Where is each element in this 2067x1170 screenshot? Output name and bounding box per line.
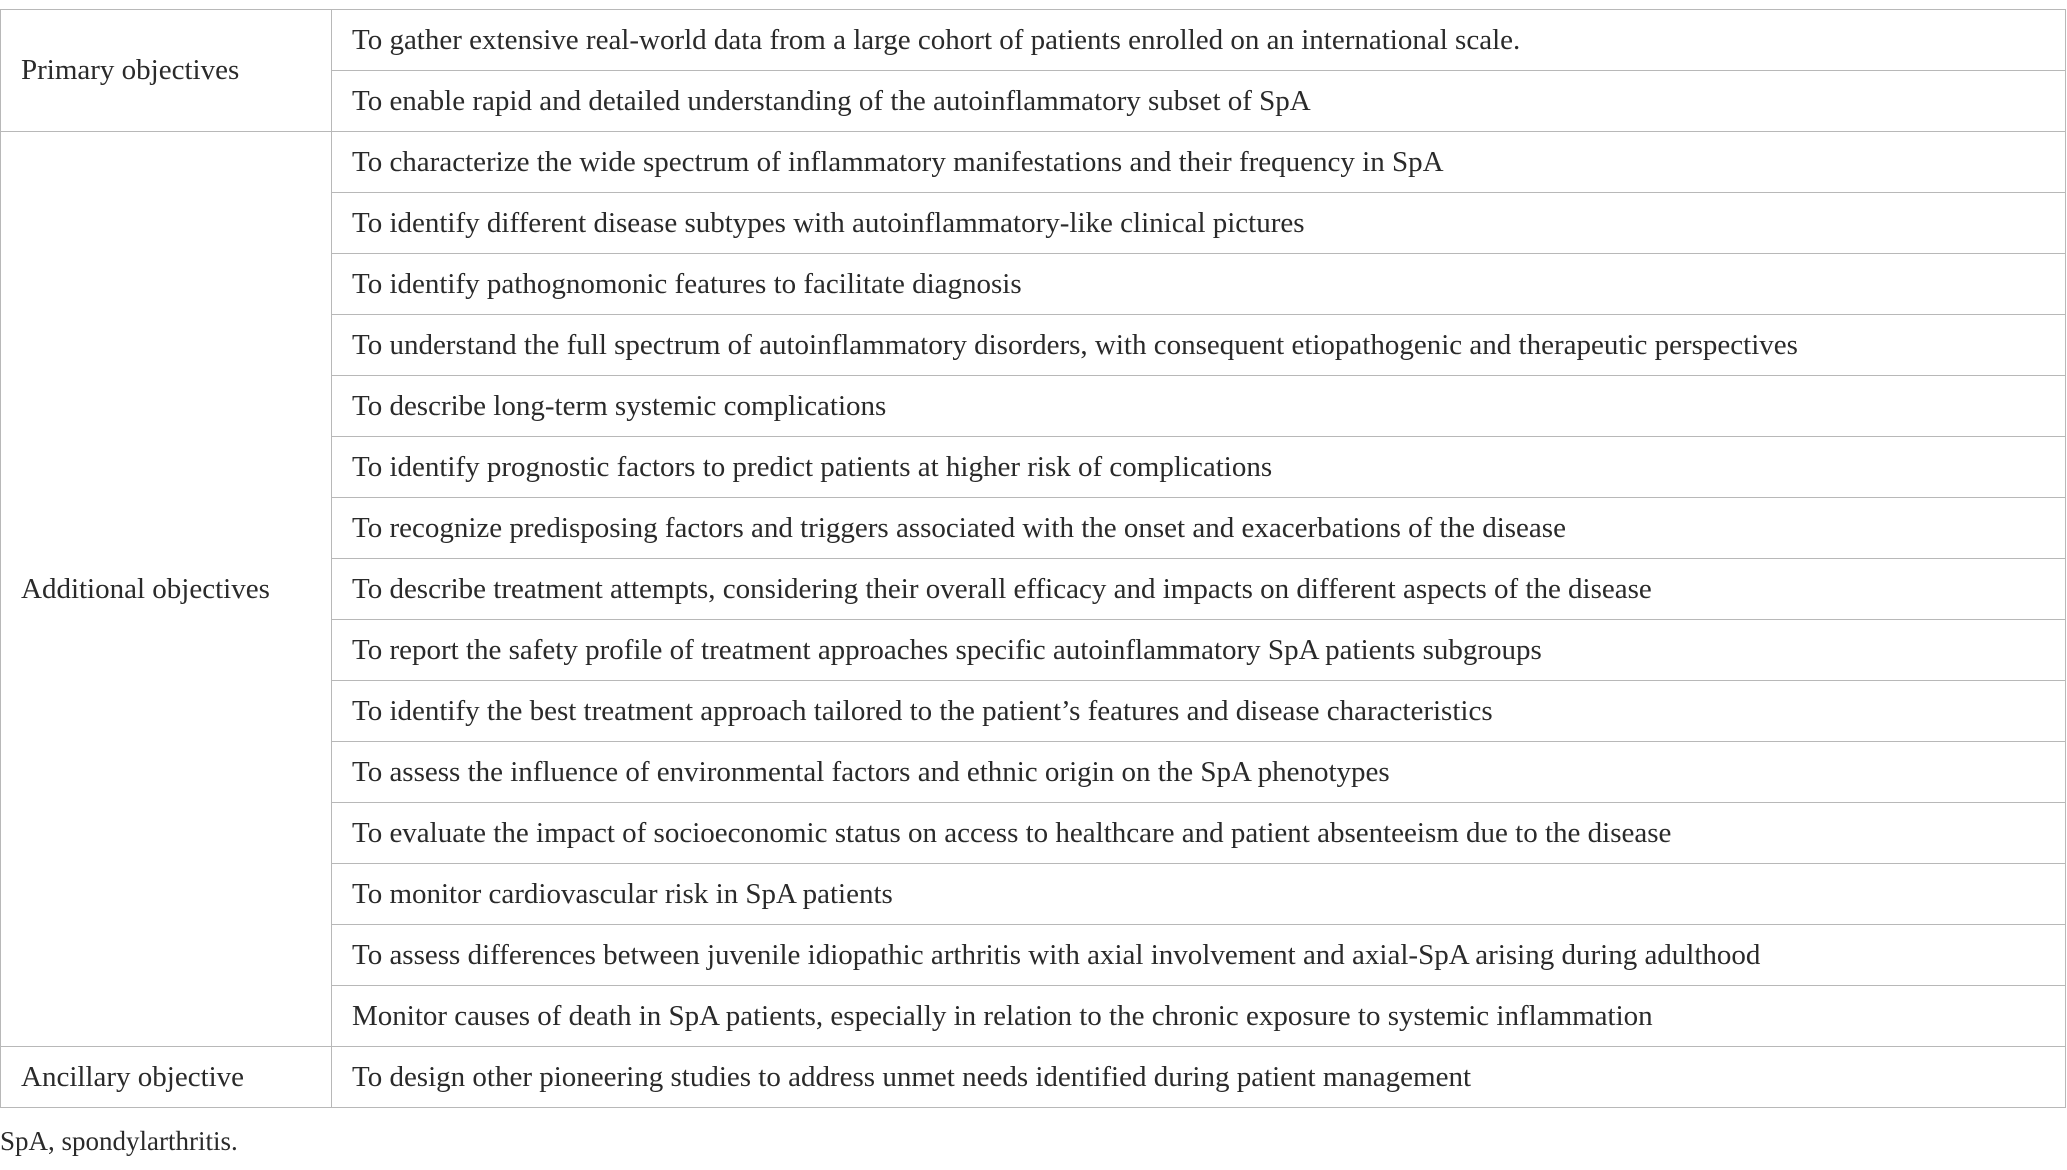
objective-cell: To understand the full spectrum of autoinflammatory disorders, with consequent etiopathogenic and therapeutic perspectives — [332, 315, 2066, 376]
objective-cell: Monitor causes of death in SpA patients, especially in relation to the chronic exposure to systemic inflammation — [332, 986, 2066, 1047]
objective-cell: To design other pioneering studies to address unmet needs identified during patient management — [332, 1047, 2066, 1108]
objective-cell: To gather extensive real-world data from a large cohort of patients enrolled on an international scale. — [332, 10, 2066, 71]
objective-cell: To characterize the wide spectrum of inflammatory manifestations and their frequency in SpA — [332, 132, 2066, 193]
category-additional: Additional objectives — [1, 132, 332, 1047]
objective-cell: To recognize predisposing factors and triggers associated with the onset and exacerbations of the disease — [332, 498, 2066, 559]
table-row — [1, 1047, 2066, 1108]
objective-cell: To assess differences between juvenile idiopathic arthritis with axial involvement and axial-SpA arising during adulthood — [332, 925, 2066, 986]
table-footnote: SpA, spondylarthritis. — [0, 1126, 238, 1156]
objective-cell: To describe treatment attempts, considering their overall efficacy and impacts on different aspects of the disease — [332, 559, 2066, 620]
objective-cell: To identify different disease subtypes with autoinflammatory-like clinical pictures — [332, 193, 2066, 254]
objectives-table — [0, 9, 2066, 1108]
objective-cell: To identify pathognomonic features to facilitate diagnosis — [332, 254, 2066, 315]
category-ancillary: Ancillary objective — [1, 1047, 332, 1108]
category-primary: Primary objectives — [1, 10, 332, 132]
objective-cell: To assess the influence of environmental factors and ethnic origin on the SpA phenotypes — [332, 742, 2066, 803]
table-row — [1, 132, 2066, 193]
objective-cell: To report the safety profile of treatment approaches specific autoinflammatory SpA patients subgroups — [332, 620, 2066, 681]
objective-cell: To evaluate the impact of socioeconomic status on access to healthcare and patient absenteeism due to the disease — [332, 803, 2066, 864]
objective-cell: To identify prognostic factors to predict patients at higher risk of complications — [332, 437, 2066, 498]
objective-cell: To enable rapid and detailed understanding of the autoinflammatory subset of SpA — [332, 71, 2066, 132]
table-row — [1, 10, 2066, 71]
objective-cell: To identify the best treatment approach tailored to the patient’s features and disease characteristics — [332, 681, 2066, 742]
objective-cell: To describe long-term systemic complications — [332, 376, 2066, 437]
objective-cell: To monitor cardiovascular risk in SpA patients — [332, 864, 2066, 925]
